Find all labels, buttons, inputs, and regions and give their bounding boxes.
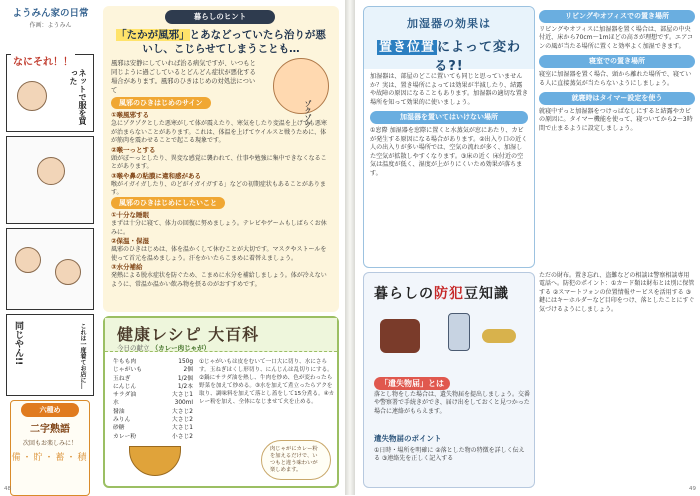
ingredient-name: カレー粉 bbox=[113, 433, 137, 440]
item-body: 頭がぼーっとしたり、異変な感覚に襲われて、仕事や勉強に集中できなくなることがあります。 bbox=[111, 154, 327, 170]
ingredient-row bbox=[113, 408, 193, 416]
ingredient-name: みりん bbox=[113, 417, 131, 424]
humidifier-title-1: 加湿器の効果は bbox=[407, 17, 491, 30]
section-heading: 就寝時はタイマー設定を使う bbox=[539, 92, 695, 105]
ingredient-row bbox=[113, 391, 193, 399]
ingredient-qty: 1/2個 bbox=[177, 375, 193, 382]
comic-author: 作画：ようみん bbox=[29, 22, 72, 29]
tips-headline-highlight: 「たかが風邪」 bbox=[116, 29, 190, 41]
ingredient-qty: 大さじ1 bbox=[171, 392, 193, 399]
ingredient-name: 水 bbox=[113, 400, 119, 407]
crime-title-post: 豆知識 bbox=[464, 286, 509, 302]
recipe-header bbox=[105, 318, 337, 352]
comic-character bbox=[55, 259, 81, 285]
key-icon bbox=[482, 329, 516, 343]
ingredient-name: 砂糖 bbox=[113, 425, 125, 432]
ingredient-row bbox=[113, 433, 193, 441]
humidifier-intro: 加湿器は、部屋のどこに置いても同じと思っていませんか？実は、置き場所によっては効果が半減したり、結露や故障の原因になることもあります。加湿器の適切な置き場所を知って効果的に使いましょう。 bbox=[370, 73, 528, 106]
item-title: ①十分な睡眠 bbox=[111, 211, 150, 219]
comic-bubble-4: これは一度着てお店に… bbox=[79, 323, 86, 389]
comic-punchline: 同じやん!! bbox=[13, 321, 23, 366]
sec1-item bbox=[111, 111, 331, 146]
comic-bubble-1: ネットで服を買った bbox=[69, 69, 87, 125]
item-body: 喉がイガイガしたり、のどがイガイガする」などの初期症状もあることがあります。 bbox=[111, 180, 326, 196]
sec2-item bbox=[111, 211, 331, 237]
tips-section bbox=[103, 6, 339, 312]
ingredient-qty: 150g bbox=[178, 359, 193, 365]
item-body: 急にゾクゾクとした悪寒がして体が震えたり、寒気をしたり変温を上げても悪寒が治まらないことがあります。これは、体温を上げてウイルスと戦うために、体が筋肉を震わせることで起こる現象です。 bbox=[111, 120, 327, 144]
comic-panel-3 bbox=[6, 228, 94, 310]
crime-heading-2: 遺失物届のポイント bbox=[374, 434, 442, 443]
ingredient-qty: 300ml bbox=[174, 400, 193, 407]
item-title: ③喉や鼻の粘膜に違和感がある bbox=[111, 171, 202, 180]
tips-section-1 bbox=[111, 90, 331, 198]
ingredient-name: じゃがいも bbox=[113, 367, 142, 374]
item-body: 風邪のひきはじめは、体を温かくして休むことが大切です。マスクやストールを使って首元を温めましょう。汗をかいたらこまめに着替えましょう。 bbox=[111, 246, 327, 262]
tips-headline-rest: とあなどっていたら治りが悪いし、こじらせてしまうことも… bbox=[142, 29, 326, 55]
ingredient-row bbox=[113, 383, 193, 391]
humidifier-body bbox=[364, 69, 534, 183]
ingredient-name: 玉ねぎ bbox=[113, 375, 131, 382]
item-title: ①喉風邪する bbox=[111, 111, 150, 119]
tips-section-2 bbox=[111, 190, 331, 289]
humidifier-column-right bbox=[539, 6, 695, 134]
quiz-chars: 備・貯・蓄・積 bbox=[11, 453, 89, 463]
humidifier-section-1: ①窓際 加湿器を窓際に置くと水蒸気が窓にあたり、カビが発生する原因になる場合があります。②出入り口の近く 人の出入りが多い場所では、空気の流れが多く、加湿した空気が拡散しやすくなります。③床の近く 床付近の空気は温度が低く、湿度が上がりにくいため効果が落ちます。 bbox=[370, 126, 528, 177]
crime-prevention-article bbox=[363, 272, 535, 488]
item-title: ②保温・保湿 bbox=[111, 237, 150, 245]
recipe-title: 健康レシピ 大百科 bbox=[117, 325, 260, 344]
ingredient-row bbox=[113, 416, 193, 424]
crime-title bbox=[374, 283, 509, 303]
phone-icon bbox=[448, 313, 470, 351]
quiz-word: 二字熟語 bbox=[30, 424, 70, 435]
left-page bbox=[0, 0, 345, 495]
item-body: 発熱による脱水症状を防ぐため、こまめに水分を補給しましょう。体が冷えないように、常温か温かい飲み物を摂るのがおすすめです。 bbox=[111, 272, 327, 288]
ingredient-qty: 2個 bbox=[183, 367, 193, 374]
comic-character bbox=[15, 247, 41, 273]
ingredient-name: にんじん bbox=[113, 383, 137, 390]
bag-icon bbox=[380, 319, 420, 353]
humidifier-header bbox=[364, 7, 534, 74]
ingredient-row bbox=[113, 375, 193, 383]
right-page bbox=[355, 0, 700, 495]
item-title: ②喉一っとする bbox=[111, 145, 156, 154]
tips-intro: 風邪は安静にしていれば治る病気ですが、いつもと同じように過ごしているとどんどん症状が悪化する場合があります。風邪のひきはじめの対処法について bbox=[111, 60, 256, 94]
quiz-line: 次回もお楽しみに！ bbox=[22, 440, 77, 447]
recipe-subtitle bbox=[117, 343, 210, 352]
quiz-badge: 六種め bbox=[21, 403, 79, 417]
recipe-section bbox=[103, 316, 339, 488]
illustration-label: ゾクゾク bbox=[304, 100, 312, 128]
humidifier-article bbox=[363, 6, 535, 268]
comic-character bbox=[37, 157, 65, 185]
comic-strip bbox=[4, 8, 97, 488]
title-rest: によって変わる?! bbox=[434, 40, 522, 74]
ingredient-name: サラダ油 bbox=[113, 392, 137, 399]
crime-text: 落とし物をした場合は、遺失物届を提出しましょう。交番や警察署で手続きができ、届け出をしておくと見つかった場合に連絡がもらえます。 bbox=[374, 391, 531, 415]
humidifier-section-3: 寝室に加湿器を置く場合、頭から離れた場所で、寝ている人に直接蒸気が当たらないようにしましょう。 bbox=[539, 70, 692, 87]
sec1-item bbox=[111, 146, 331, 172]
page-number-left: 48 bbox=[4, 486, 11, 492]
comic-panel-4 bbox=[6, 314, 94, 396]
ingredient-row bbox=[113, 358, 193, 366]
item-title: ③水分補給 bbox=[111, 263, 143, 271]
tips-label: 暮らしのヒント bbox=[165, 10, 275, 24]
crime-title-pre: 暮らしの bbox=[374, 286, 434, 302]
crime-title-red: 防犯 bbox=[434, 286, 464, 302]
curry-bowl-icon bbox=[129, 446, 181, 476]
section-heading: 風邪のひきはじめにしたいこと bbox=[111, 197, 225, 209]
crime-text-2: ①日時・場所を明確に ②落とした物の特徴を詳しく伝える ③連絡先を正しく記入する bbox=[374, 447, 525, 463]
comic-panel-1 bbox=[6, 54, 94, 132]
title-highlight: 置き位置 bbox=[378, 40, 435, 55]
gutter bbox=[345, 0, 355, 495]
recipe-tip: 肉じゃがにカレー粉を加えるだけで、いつもと違う味わいが楽しめます。 bbox=[261, 440, 331, 480]
ingredient-qty: 大さじ2 bbox=[171, 408, 193, 415]
recipe-sub-label: 今日の献立 bbox=[117, 344, 150, 352]
comic-panel-2 bbox=[6, 136, 94, 224]
ingredient-name: 醤油 bbox=[113, 408, 125, 415]
ingredient-qty: 大さじ2 bbox=[171, 417, 193, 424]
quiz-box bbox=[10, 400, 90, 496]
crime-heading: 「遺失物届」とは bbox=[374, 377, 450, 390]
item-body: まずは十分に寝て、体力の回復に努めましょう。テレビやゲームもしばらくお休みに。 bbox=[111, 220, 327, 236]
ingredient-qty: 小さじ2 bbox=[171, 433, 193, 440]
section-heading: リビングやオフィスでの置き場所 bbox=[539, 10, 695, 23]
section-heading: 加湿器を置いてはいけない場所 bbox=[370, 111, 528, 124]
recipe-steps: ①じゃがいもは皮をむいて一口大に切り、水にさらす。玉ねぎはくし形切り、にんじんは乱切りにする。②鍋にサラダ油を熱し、牛肉を炒め、色が変わったら野菜を加えて炒める。③水を加えて煮立ったらアクを取り、調味料を加えて落とし蓋をして15分煮る。④カレー粉を加え、全体になじませて火を止める。 bbox=[199, 359, 335, 405]
comic-character bbox=[17, 81, 47, 111]
ingredient-row bbox=[113, 424, 193, 432]
recipe-menu: （カレー肉じゃが） bbox=[151, 344, 211, 352]
ingredient-qty: 1/2本 bbox=[177, 383, 193, 390]
section-heading: 寝室での置き場所 bbox=[539, 55, 695, 68]
comic-shout: なにそれ！！ bbox=[11, 53, 75, 68]
lost-items-illustration bbox=[374, 309, 524, 369]
tips-headline bbox=[111, 28, 331, 56]
ingredient-list bbox=[113, 358, 193, 441]
ingredient-qty: 大さじ1 bbox=[171, 425, 193, 432]
comic-title: ようみん家の日常 bbox=[12, 8, 89, 19]
section-heading: 風邪のひきはじめのサイン bbox=[111, 97, 211, 109]
sec2-item bbox=[111, 263, 331, 289]
ingredient-row bbox=[113, 399, 193, 407]
sec2-item bbox=[111, 237, 331, 263]
humidifier-section-2: リビングやオフィスに加湿器を置く場合は、部屋の中央付近、床から70cm〜1mほどの高さが理想です。エアコンの風が当たる場所に置くと効率よく加湿できます。 bbox=[539, 25, 694, 50]
humidifier-section-4: 就寝中ずっと加湿器をつけっぱなしにすると結露やカビの原因に。タイマー機能を使って、寝ついてから2〜3時間で止まるように設定しましょう。 bbox=[539, 107, 693, 132]
page-number-right: 49 bbox=[689, 486, 696, 492]
crime-column-right: ただの財布。置き忘れ、盗難などの相談は警察相談専用電話へ。防犯のポイント：①カード類は財布とは別に保管する ②スマートフォンの位置情報サービスを活用する ③鍵にはキーホルダーなど目印をつけ、落としたことにすぐ気づけるようにしましょう。 bbox=[539, 272, 695, 313]
ingredient-name: 牛もも肉 bbox=[113, 359, 137, 365]
ingredient-row bbox=[113, 366, 193, 374]
